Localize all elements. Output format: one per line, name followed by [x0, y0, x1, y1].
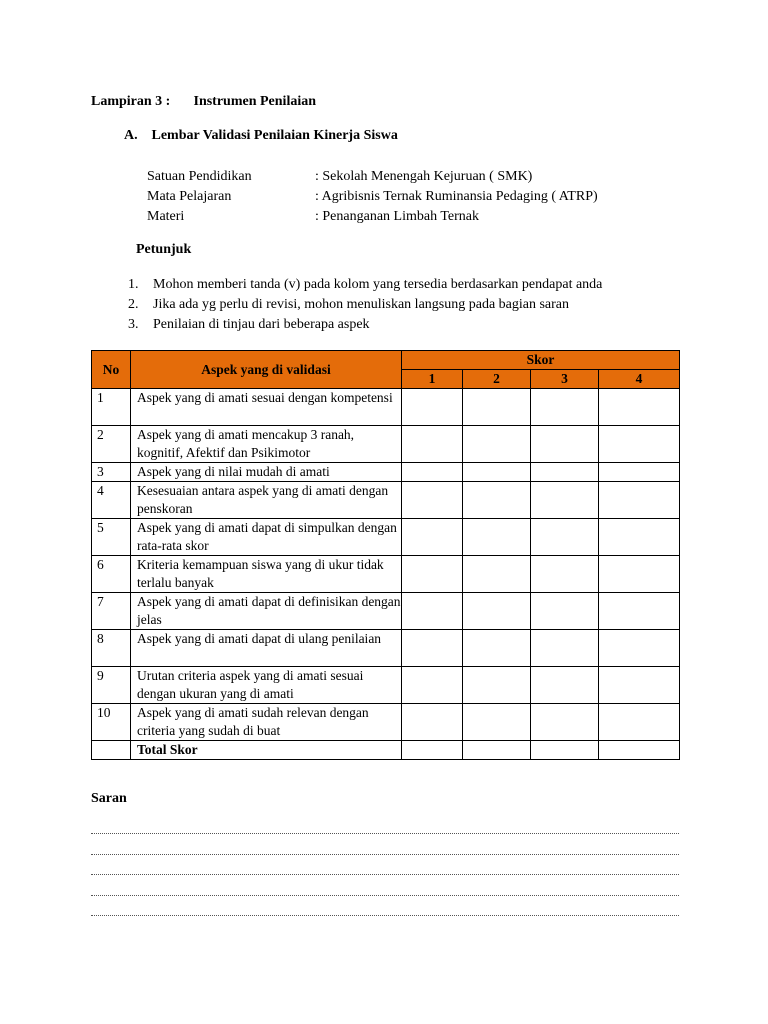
row-aspect: Kesesuaian antara aspek yang di amati dengan penskoran [131, 482, 402, 519]
row-aspect: Urutan criteria aspek yang di amati sesuai dengan ukuran yang di amati [131, 667, 402, 704]
score-cell-4[interactable] [599, 704, 680, 741]
identity-value: : Sekolah Menengah Kejuruan ( SMK) [315, 169, 533, 184]
table-row [92, 463, 680, 482]
score-cell-2[interactable] [463, 556, 531, 593]
table-row [92, 426, 680, 463]
identity-label: Materi [147, 209, 185, 224]
score-cell-1[interactable] [402, 704, 463, 741]
appendix-label: Lampiran 3 : [91, 94, 171, 109]
score-cell-3[interactable] [531, 389, 599, 426]
score-cell-2[interactable] [463, 463, 531, 482]
table-row [92, 519, 680, 556]
header-no: No [92, 351, 131, 389]
table-row [92, 667, 680, 704]
score-cell-2[interactable] [463, 426, 531, 463]
row-number: 1 [92, 389, 131, 426]
score-cell-1[interactable] [402, 482, 463, 519]
header-skor-4: 4 [599, 370, 680, 389]
score-cell-1[interactable] [402, 593, 463, 630]
appendix-heading [91, 94, 316, 110]
total-label: Total Skor [131, 741, 402, 760]
table-row [92, 482, 680, 519]
total-row [92, 741, 680, 760]
header-skor-2: 2 [463, 370, 531, 389]
row-number: 8 [92, 630, 131, 667]
score-cell-1[interactable] [402, 667, 463, 704]
total-cell-2[interactable] [463, 741, 531, 760]
score-cell-4[interactable] [599, 463, 680, 482]
row-number: 10 [92, 704, 131, 741]
total-row-number [92, 741, 131, 760]
score-cell-3[interactable] [531, 704, 599, 741]
validation-table [91, 350, 680, 760]
saran-line[interactable] [91, 829, 679, 834]
total-cell-3[interactable] [531, 741, 599, 760]
identity-row [147, 168, 598, 188]
identity-row [147, 208, 598, 228]
score-cell-2[interactable] [463, 630, 531, 667]
instruction-text: Mohon memberi tanda (v) pada kolom yang tersedia berdasarkan pendapat anda [153, 277, 603, 292]
saran-heading: Saran [91, 791, 127, 806]
identity-value: : Penanganan Limbah Ternak [315, 209, 479, 224]
row-aspect: Aspek yang di amati dapat di ulang penilaian [131, 630, 402, 667]
score-cell-4[interactable] [599, 556, 680, 593]
instruction-number: 1. [128, 277, 139, 292]
row-number: 3 [92, 463, 131, 482]
row-aspect: Aspek yang di amati dapat di definisikan dengan jelas [131, 593, 402, 630]
header-skor-3: 3 [531, 370, 599, 389]
identity-label: Satuan Pendidikan [147, 169, 252, 184]
instruction-item [128, 316, 602, 336]
instruction-text: Penilaian di tinjau dari beberapa aspek [153, 317, 370, 332]
row-number: 2 [92, 426, 131, 463]
section-letter: A. [124, 128, 138, 143]
row-aspect: Aspek yang di amati sudah relevan dengan criteria yang sudah di buat [131, 704, 402, 741]
instructions-heading: Petunjuk [136, 242, 192, 257]
table-row [92, 556, 680, 593]
score-cell-4[interactable] [599, 519, 680, 556]
instruction-text: Jika ada yg perlu di revisi, mohon menuliskan langsung pada bagian saran [153, 297, 570, 312]
score-cell-2[interactable] [463, 519, 531, 556]
score-cell-3[interactable] [531, 482, 599, 519]
score-cell-4[interactable] [599, 667, 680, 704]
row-number: 7 [92, 593, 131, 630]
appendix-title: Instrumen Penilaian [193, 94, 317, 109]
saran-line[interactable] [91, 891, 679, 896]
score-cell-1[interactable] [402, 519, 463, 556]
row-number: 4 [92, 482, 131, 519]
score-cell-2[interactable] [463, 593, 531, 630]
row-aspect: Aspek yang di amati dapat di simpulkan dengan rata-rata skor [131, 519, 402, 556]
saran-line[interactable] [91, 850, 679, 855]
row-number: 9 [92, 667, 131, 704]
score-cell-3[interactable] [531, 463, 599, 482]
header-skor-1: 1 [402, 370, 463, 389]
score-cell-2[interactable] [463, 389, 531, 426]
score-cell-2[interactable] [463, 704, 531, 741]
score-cell-1[interactable] [402, 426, 463, 463]
row-aspect: Kriteria kemampuan siswa yang di ukur tidak terlalu banyak [131, 556, 402, 593]
instruction-item [128, 296, 602, 316]
score-cell-4[interactable] [599, 593, 680, 630]
table-row [92, 593, 680, 630]
row-number: 5 [92, 519, 131, 556]
score-cell-4[interactable] [599, 426, 680, 463]
score-cell-1[interactable] [402, 389, 463, 426]
identity-value: : Agribisnis Ternak Ruminansia Pedaging ( ATRP) [315, 189, 598, 204]
row-aspect: Aspek yang di amati sesuai dengan kompetensi [131, 389, 402, 426]
score-cell-2[interactable] [463, 667, 531, 704]
score-cell-4[interactable] [599, 482, 680, 519]
score-cell-3[interactable] [531, 426, 599, 463]
identity-block [147, 168, 598, 228]
table-row [92, 389, 680, 426]
total-cell-1[interactable] [402, 741, 463, 760]
instruction-number: 3. [128, 317, 139, 332]
header-aspek: Aspek yang di validasi [131, 351, 402, 389]
score-cell-1[interactable] [402, 556, 463, 593]
score-cell-4[interactable] [599, 389, 680, 426]
instructions-list [128, 276, 602, 336]
score-cell-3[interactable] [531, 593, 599, 630]
identity-label: Mata Pelajaran [147, 189, 232, 204]
instruction-item [128, 276, 602, 296]
score-cell-1[interactable] [402, 463, 463, 482]
score-cell-2[interactable] [463, 482, 531, 519]
score-cell-3[interactable] [531, 519, 599, 556]
table-row [92, 704, 680, 741]
total-cell-4[interactable] [599, 741, 680, 760]
saran-line[interactable] [91, 911, 679, 916]
row-aspect: Aspek yang di amati mencakup 3 ranah, kognitif, Afektif dan Psikimotor [131, 426, 402, 463]
score-cell-4[interactable] [599, 630, 680, 667]
score-cell-1[interactable] [402, 630, 463, 667]
identity-row [147, 188, 598, 208]
score-cell-3[interactable] [531, 667, 599, 704]
score-cell-3[interactable] [531, 556, 599, 593]
section-title-text: Lembar Validasi Penilaian Kinerja Siswa [151, 128, 398, 143]
score-cell-3[interactable] [531, 630, 599, 667]
table-row [92, 630, 680, 667]
section-title [124, 128, 398, 144]
instruction-number: 2. [128, 297, 139, 312]
row-number: 6 [92, 556, 131, 593]
saran-line[interactable] [91, 870, 679, 875]
header-skor: Skor [402, 351, 680, 370]
row-aspect: Aspek yang di nilai mudah di amati [131, 463, 402, 482]
